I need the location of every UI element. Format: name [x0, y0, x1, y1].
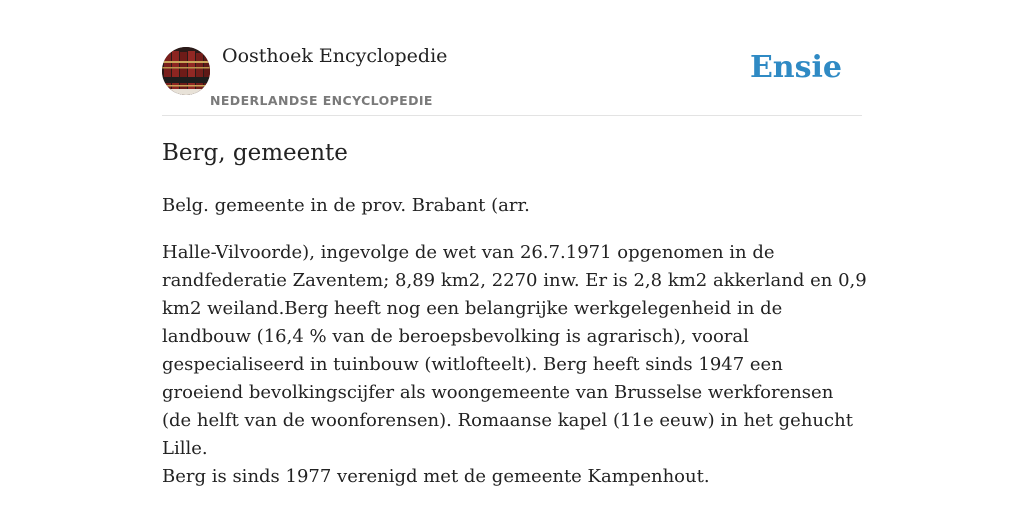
brand-logo[interactable]: Ensie — [749, 50, 842, 85]
page-title: Berg, gemeente — [162, 140, 348, 166]
source-name[interactable]: Oosthoek Encyclopedie — [222, 45, 448, 67]
article-paragraph-3: Berg is sinds 1977 verenigd met de gemeente Kampenhout. — [162, 466, 710, 487]
article-paragraph-2: Halle-Vilvoorde), ingevolge de wet van 26.7.1971 opgenomen in de randfederatie Zaventem; 8,89 km2, 2270 inw. Er is 2,8 km2 akkerland en 0,9 km2 weiland.Berg heeft nog een belangrijke werkgelegenheid in de landbouw (16,4 % van de beroepsbevolking is agrarisch), vooral gespecialiseerd in tuinbouw (witlofteelt). Berg heeft sinds 1947 een groeiend bevolkingscijfer als woongemeente van Brusselse werkforensen (de helft van de woonforensen). Romaanse kapel (11e eeuw) in het gehucht Lille. — [162, 242, 867, 459]
header-divider — [162, 115, 862, 116]
encyclopedia-books-icon — [162, 47, 210, 95]
header — [162, 44, 862, 116]
source-subtitle: NEDERLANDSE ENCYCLOPEDIE — [210, 93, 433, 108]
avatar[interactable] — [162, 47, 210, 95]
article-paragraph-1: Belg. gemeente in de prov. Brabant (arr. — [162, 195, 530, 216]
